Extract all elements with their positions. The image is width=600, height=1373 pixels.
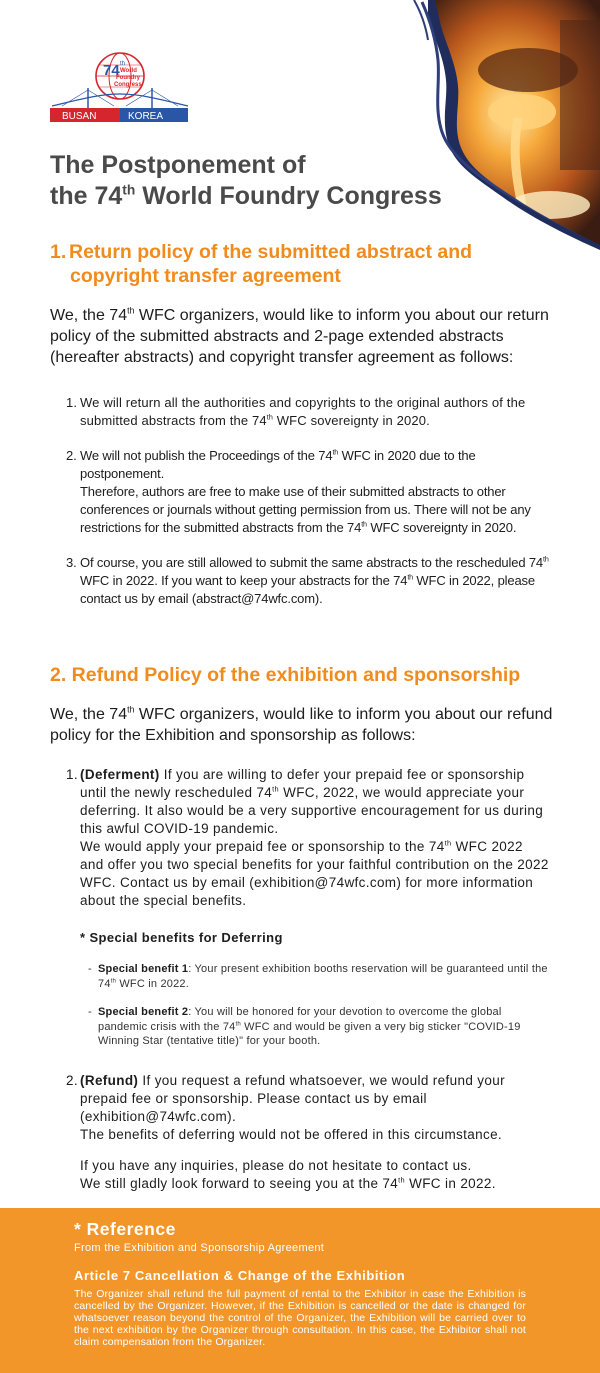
article-body: The Organizer shall refund the full payment of rental to the Exhibitor in case the Exhibition is cancelled by the Organizer. However, if the Exhibition is cancelled or the date is changed for whatsoever reason beyond the control of the Organizer, the Exhibition will be carried over to the next exhibition by the Organizer through consultation. In this case, the Exhibitor shall not claim compensation from the Organizer. <box>74 1288 526 1348</box>
closing-line-2-pre: We still gladly look forward to seeing you at the 74 <box>80 1176 399 1191</box>
benefit-text-post: WFC in 2022. <box>116 977 189 990</box>
logo-city-left: BUSAN <box>62 111 97 122</box>
item-text-post: WFC in 2020 due to the postponement. <box>80 448 476 481</box>
item-text-post: WFC, 2022, we would appreciate your deferring. It also would be a very supportive encouragement for us during this awful COVID-19 pandemic. <box>80 785 544 836</box>
logo-number: 74 <box>103 62 120 79</box>
item-text-post: WFC in 2022, please contact us by email (abstract@74wfc.com). <box>80 573 535 606</box>
benefit-item <box>88 962 550 991</box>
section2-intro-pre: We, the 74 <box>50 706 128 723</box>
benefit-sup: th <box>235 1020 241 1027</box>
item-sup: th <box>266 413 273 422</box>
item-extra-sup: th <box>444 838 452 848</box>
closing-line-2-sup: th <box>398 1175 406 1185</box>
reference-title: * Reference <box>74 1219 176 1239</box>
closing-text <box>80 1157 560 1193</box>
section2-list <box>66 766 550 910</box>
item-text-pre: We will not publish the Proceedings of the 74 <box>80 448 333 463</box>
wfc-logo <box>48 48 190 128</box>
closing-line-1: If you have any inquiries, please do not hesitate to contact us. <box>80 1158 472 1173</box>
title-line-2-pre: the 74 <box>50 182 123 210</box>
page-title <box>50 150 470 212</box>
closing-line-2-post: WFC in 2022. <box>405 1176 496 1191</box>
item-sup: th <box>272 784 280 794</box>
benefit-text-post: WFC and would be given a very big sticker "COVID-19 Winning Star (tentative title)" for your booth. <box>98 1020 521 1047</box>
item-extra-pre: We would apply your prepaid fee or sponsorship to the 74 <box>80 839 445 854</box>
logo-number-sup: th <box>120 61 126 67</box>
section1-list <box>66 394 550 625</box>
section2-list-continued <box>66 1072 550 1144</box>
section1-intro-sup: th <box>127 305 135 316</box>
item-text-pre: If you are willing to defer your prepaid fee or sponsorship until the newly rescheduled 74 <box>80 767 525 800</box>
section1-intro-post: WFC organizers, would like to inform you about our return policy of the submitted abstracts and 2-page extended abstracts (hereafter abstracts) and copyright transfer agreement as follows: <box>50 307 549 366</box>
benefit-text-pre: : Your present exhibition booths reservation will be guaranteed until the 74 <box>98 963 548 990</box>
item-number: 2. <box>66 1073 78 1088</box>
special-benefits-title: * Special benefits for Deferring <box>80 930 283 945</box>
logo-line-1: World <box>120 68 137 74</box>
section2-intro-post: WFC organizers, would like to inform you about our refund policy for the Exhibition and sponsorship as follows: <box>50 706 553 744</box>
section1-intro-pre: We, the 74 <box>50 307 128 324</box>
item-text-pre: We will return all the authorities and copyrights to the original authors of the submitted abstracts from the 74 <box>80 395 526 428</box>
refund-label: (Refund) <box>80 1073 139 1088</box>
title-line-2-post: World Foundry Congress <box>135 182 442 210</box>
special-benefits-list <box>88 962 550 1063</box>
list-item <box>66 394 550 430</box>
section2-intro <box>50 704 560 746</box>
deferment-label: (Deferment) <box>80 767 160 782</box>
section1-heading-line1: Return policy of the submitted abstract and <box>69 241 473 263</box>
foundry-pour-illustration <box>400 0 600 250</box>
item-sup: th <box>543 555 549 564</box>
article-heading: Article 7 Cancellation & Change of the Exhibition <box>74 1268 406 1283</box>
item-sup: th <box>332 448 339 457</box>
list-item-refund <box>66 1072 550 1144</box>
section1-number: 1. <box>50 241 67 263</box>
benefit-sup: th <box>110 977 117 984</box>
reference-subtitle: From the Exhibition and Sponsorship Agreement <box>74 1242 325 1254</box>
benefit-label: Special benefit 2 <box>98 1006 189 1018</box>
benefit-label: Special benefit 1 <box>98 963 189 975</box>
logo-line-2: Foundry <box>116 75 140 81</box>
benefit-text-pre: : You will be honored for your devotion to overcome the global pandemic crisis with the 74 <box>98 1006 502 1033</box>
logo-line-3: Congress <box>114 82 142 88</box>
benefit-item <box>88 1005 550 1049</box>
item-extra-post: WFC sovereignty in 2020. <box>366 520 517 535</box>
item-extra-post: WFC 2022 and offer you two special benefits for your faithful contribution on the 2022 WFC. Contact us by email (exhibition@74wfc.com) for more information about the special benefits. <box>80 839 549 908</box>
reference-panel <box>0 1208 600 1373</box>
benefit-dash: - <box>88 963 92 975</box>
item-text-post: WFC sovereignty in 2020. <box>273 413 430 428</box>
item-text-mid: WFC in 2022. If you want to keep your abstracts for the 74 <box>80 573 408 588</box>
logo-city-right: KOREA <box>128 111 164 122</box>
item-text: If you request a refund whatsoever, we would refund your prepaid fee or sponsorship. Please contact us by email (exhibition@74wfc.com). <box>80 1073 505 1124</box>
section2-intro-sup: th <box>127 704 135 715</box>
section1-heading-line2: copyright transfer agreement <box>70 265 341 287</box>
item-number: 1. <box>66 395 78 410</box>
title-line-1: The Postponement of <box>50 151 306 179</box>
item-text-pre: Of course, you are still allowed to submit the same abstracts to the rescheduled 74 <box>80 555 544 570</box>
item-extra-pre: Therefore, authors are free to make use of their submitted abstracts to other conferences or journals without getting permission from us. There will not be any restrictions for the submitted abstracts from the 74 <box>80 484 531 535</box>
section1-intro <box>50 305 560 368</box>
item-extra-sup: th <box>361 520 367 529</box>
item-extra: The benefits of deferring would not be offered in this circumstance. <box>80 1127 503 1142</box>
item-number: 2. <box>66 448 77 463</box>
item-number: 1. <box>66 767 78 782</box>
section1-heading <box>50 240 550 288</box>
item-number: 3. <box>66 555 77 570</box>
section2-heading: 2. Refund Policy of the exhibition and sponsorship <box>50 664 521 686</box>
item-sup-2: th <box>407 573 413 582</box>
list-item <box>66 447 550 537</box>
list-item <box>66 554 550 608</box>
title-line-2-sup: th <box>122 182 136 198</box>
list-item-deferment <box>66 766 550 910</box>
benefit-dash: - <box>88 1006 92 1018</box>
